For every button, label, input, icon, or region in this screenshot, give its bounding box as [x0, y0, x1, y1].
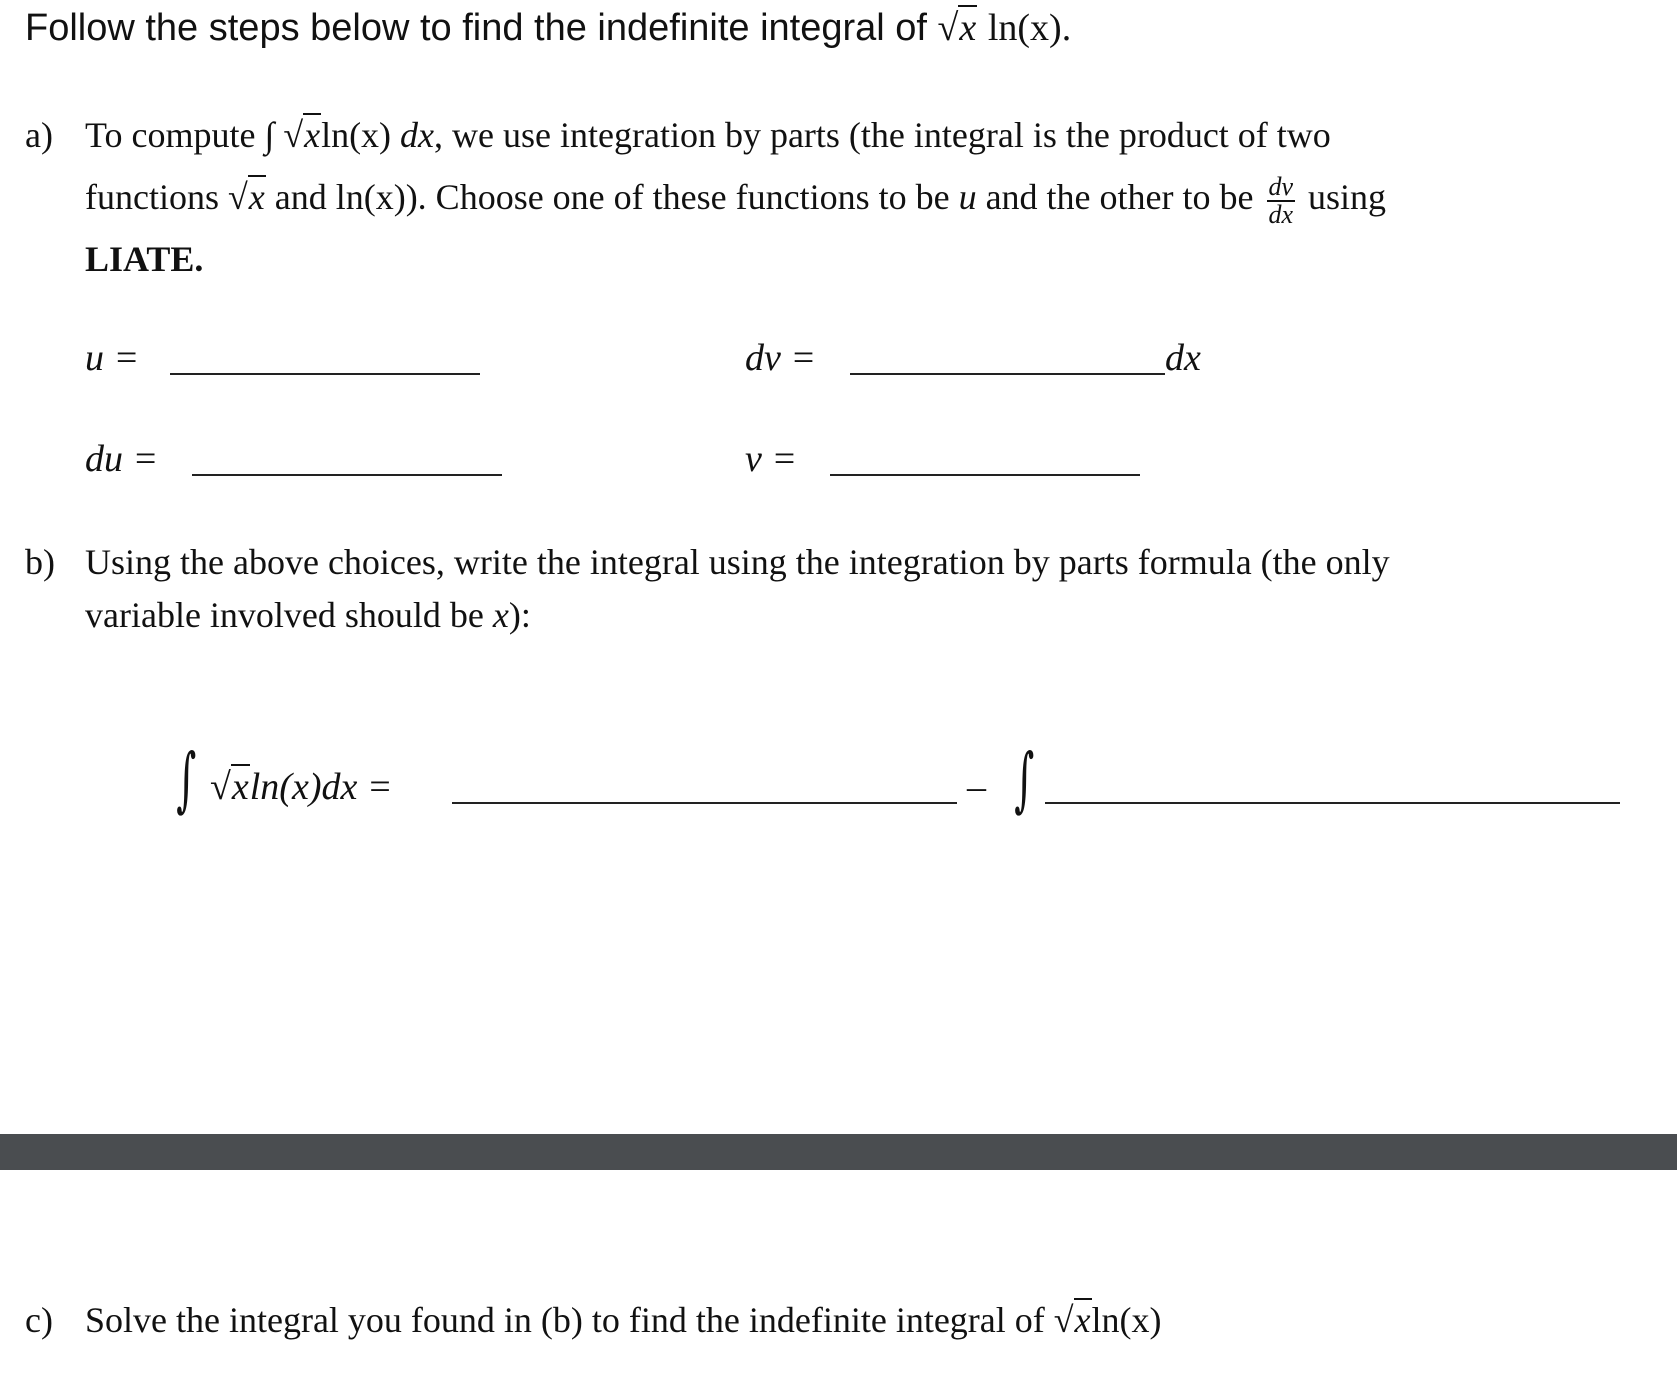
liate-label: LIATE.	[85, 239, 204, 279]
part-a-marker: a)	[25, 115, 53, 155]
du-answer-blank[interactable]	[192, 474, 502, 476]
part-b-line-2: variable involved should be x):	[85, 595, 531, 635]
sqrt-x-expression: √x	[937, 7, 977, 49]
part-c-line: Solve the integral you found in (b) to find the indefinite integral of √xln(x)	[85, 1300, 1162, 1340]
uv-answer-blank[interactable]	[452, 802, 957, 804]
part-b-marker: b)	[25, 542, 55, 582]
dv-label: dv =	[745, 337, 817, 379]
du-label: du =	[85, 438, 159, 480]
minus-sign: –	[967, 766, 986, 808]
dv-answer-blank[interactable]	[850, 373, 1165, 375]
instructions-header	[25, 6, 1071, 50]
integral-lhs	[168, 738, 204, 820]
part-c-marker: c)	[25, 1300, 53, 1340]
integral-sign-2: ∫	[1014, 738, 1035, 820]
v-label: v =	[745, 438, 798, 480]
v-du-answer-blank[interactable]	[1045, 802, 1620, 804]
part-a-line-1: To compute ∫ √xln(x) dx, we use integration by parts (the integral is the product of two	[85, 115, 1331, 155]
header-text: Follow the steps below to find the indefinite integral of	[25, 7, 927, 49]
u-answer-blank[interactable]	[170, 373, 480, 375]
dv-dx-fraction: $\frac{dv}{dx}$	[1268, 171, 1294, 229]
header-ln-expression: ln(x).	[987, 7, 1072, 49]
section-divider	[0, 1134, 1677, 1170]
integral-sign: ∫	[176, 738, 197, 820]
second-integral	[1006, 738, 1042, 820]
part-a-line-2: functions √x and ln(x)). Choose one of these functions to be u and the other to be $\frac{dv}{dx}$ using	[85, 171, 1387, 229]
v-answer-blank[interactable]	[830, 474, 1140, 476]
dv-dx-suffix: dx	[1165, 337, 1201, 379]
u-label: u =	[85, 337, 140, 379]
integral-lhs-expression: √xln(x)dx =	[210, 766, 393, 808]
part-b-line-1: Using the above choices, write the integral using the integration by parts formula (the only	[85, 542, 1390, 582]
